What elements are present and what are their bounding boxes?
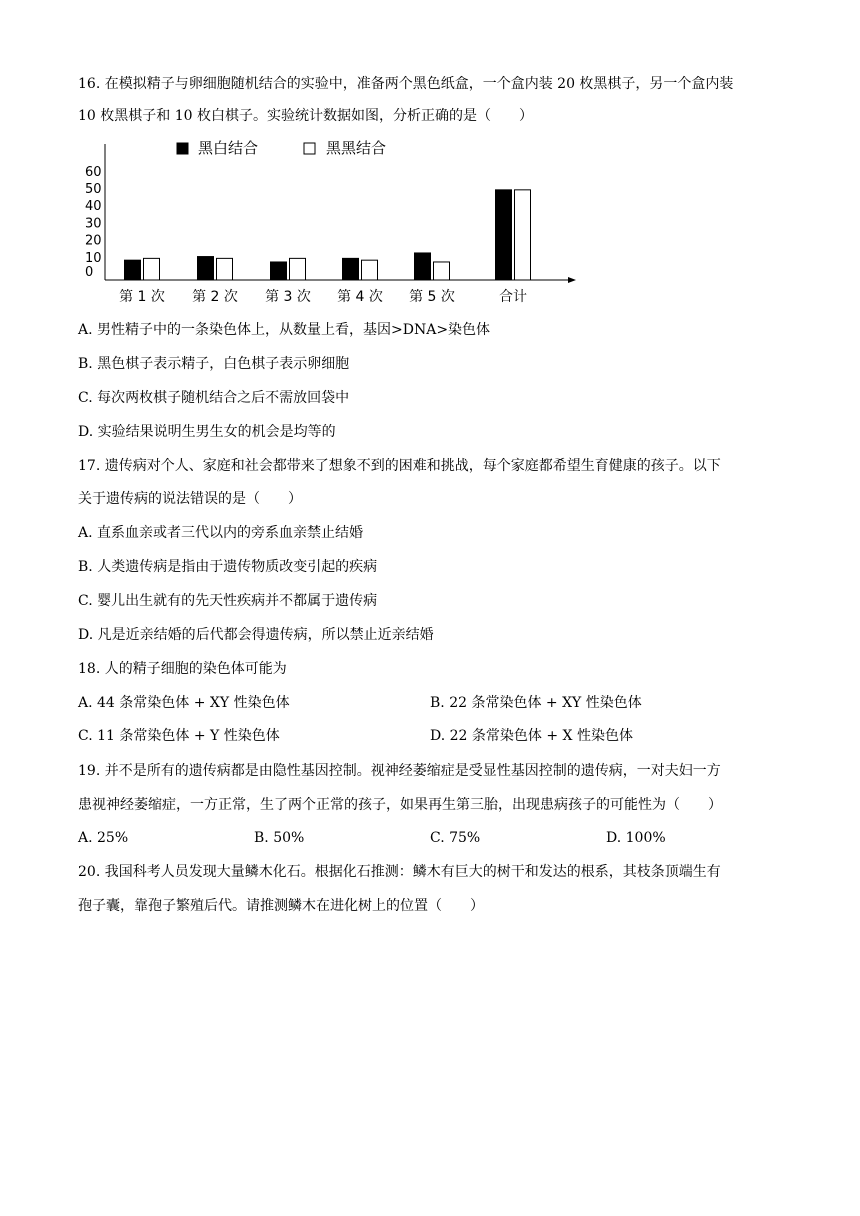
q19-option-a: A. 25%: [78, 830, 129, 846]
y-tick-label: 40: [85, 199, 102, 215]
bar-black-black: [290, 258, 306, 280]
q18-option-b: B. 22 条常染色体 + XY 性染色体: [430, 695, 642, 711]
q19-stem-line2: 患视神经萎缩症，一方正常，生了两个正常的孩子，如果再生第三胎，出现患病孩子的可能性为（ ）: [78, 797, 722, 813]
legend-swatch-black-black: [304, 143, 315, 154]
x-axis-labels: [119, 288, 527, 305]
q18-option-a: A. 44 条常染色体 + XY 性染色体: [78, 695, 290, 711]
q16-option-b: B. 黑色棋子表示精子，白色棋子表示卵细胞: [78, 356, 350, 372]
y-tick-label: 10: [85, 250, 102, 266]
q19-option-d: D. 100%: [606, 830, 666, 846]
chart-legend: [177, 139, 386, 157]
bar-black-white: [496, 190, 512, 280]
q16-option-c: C. 每次两枚棋子随机结合之后不需放回袋中: [78, 390, 350, 406]
y-tick-label: 20: [85, 233, 102, 249]
bar-chart: [80, 136, 580, 308]
x-axis-arrow: [568, 277, 576, 283]
bar-black-black: [217, 258, 233, 280]
q18-option-c: C. 11 条常染色体 + Y 性染色体: [78, 728, 280, 744]
x-tick-label: 合计: [499, 289, 527, 305]
legend-label-black-black: 黑黑结合: [326, 139, 387, 157]
q16-option-d: D. 实验结果说明生男生女的机会是均等的: [78, 424, 336, 440]
y-tick-label: 30: [85, 216, 102, 232]
q16-option-a: A. 男性精子中的一条染色体上，从数量上看，基因>DNA>染色体: [78, 322, 491, 338]
y-tick-label: 60: [85, 164, 102, 180]
q17-option-b: B. 人类遗传病是指由于遗传物质改变引起的疾病: [78, 559, 378, 575]
legend-label-black-white: 黑白结合: [198, 139, 259, 157]
q16-stem-line2: 10 枚黑棋子和 10 枚白棋子。实验统计数据如图，分析正确的是（ ）: [78, 108, 533, 124]
q17-option-c: C. 婴儿出生就有的先天性疾病并不都属于遗传病: [78, 593, 378, 609]
x-tick-label: 第 2 次: [192, 289, 238, 305]
q19-option-c: C. 75%: [430, 830, 481, 846]
bar-black-black: [434, 262, 450, 280]
x-tick-label: 第 5 次: [409, 289, 455, 305]
bars-group: [125, 190, 531, 280]
y-axis-ticks: [85, 165, 102, 280]
q17-option-a: A. 直系血亲或者三代以内的旁系血亲禁止结婚: [78, 525, 364, 541]
bar-black-black: [144, 258, 160, 280]
legend-swatch-black-white: [177, 143, 188, 154]
q19-stem-line1: 19. 并不是所有的遗传病都是由隐性基因控制。视神经萎缩症是受显性基因控制的遗传病，一对夫妇一方: [78, 763, 721, 779]
bar-black-black: [362, 260, 378, 280]
q17-option-d: D. 凡是近亲结婚的后代都会得遗传病，所以禁止近亲结婚: [78, 627, 434, 643]
y-tick-label: 0: [85, 265, 94, 280]
q18-stem: 18. 人的精子细胞的染色体可能为: [78, 661, 287, 677]
bar-black-black: [515, 190, 531, 280]
q17-stem-line2: 关于遗传病的说法错误的是（ ）: [78, 491, 302, 507]
q20-stem-line1: 20. 我国科考人员发现大量鳞木化石。根据化石推测：鳞木有巨大的树干和发达的根系，其枝条顶端生有: [78, 864, 721, 880]
y-tick-label: 50: [85, 182, 102, 197]
x-tick-label: 第 1 次: [119, 289, 165, 305]
bar-black-white: [271, 262, 287, 280]
x-tick-label: 第 4 次: [337, 289, 383, 305]
q17-stem-line1: 17. 遗传病对个人、家庭和社会都带来了想象不到的困难和挑战，每个家庭都希望生育健康的孩子。以下: [78, 458, 721, 474]
q16-stem-line1: 16. 在模拟精子与卵细胞随机结合的实验中，准备两个黑色纸盒，一个盒内装 20 枚黑棋子，另一个盒内装: [78, 76, 734, 92]
q20-stem-line2: 孢子囊，靠孢子繁殖后代。请推测鳞木在进化树上的位置（ ）: [78, 898, 484, 914]
bar-black-white: [343, 258, 359, 280]
q19-option-b: B. 50%: [254, 830, 305, 846]
bar-black-white: [415, 253, 431, 280]
bar-black-white: [125, 260, 141, 280]
q18-option-d: D. 22 条常染色体 + X 性染色体: [430, 728, 633, 744]
x-tick-label: 第 3 次: [265, 289, 311, 305]
bar-black-white: [198, 257, 214, 280]
